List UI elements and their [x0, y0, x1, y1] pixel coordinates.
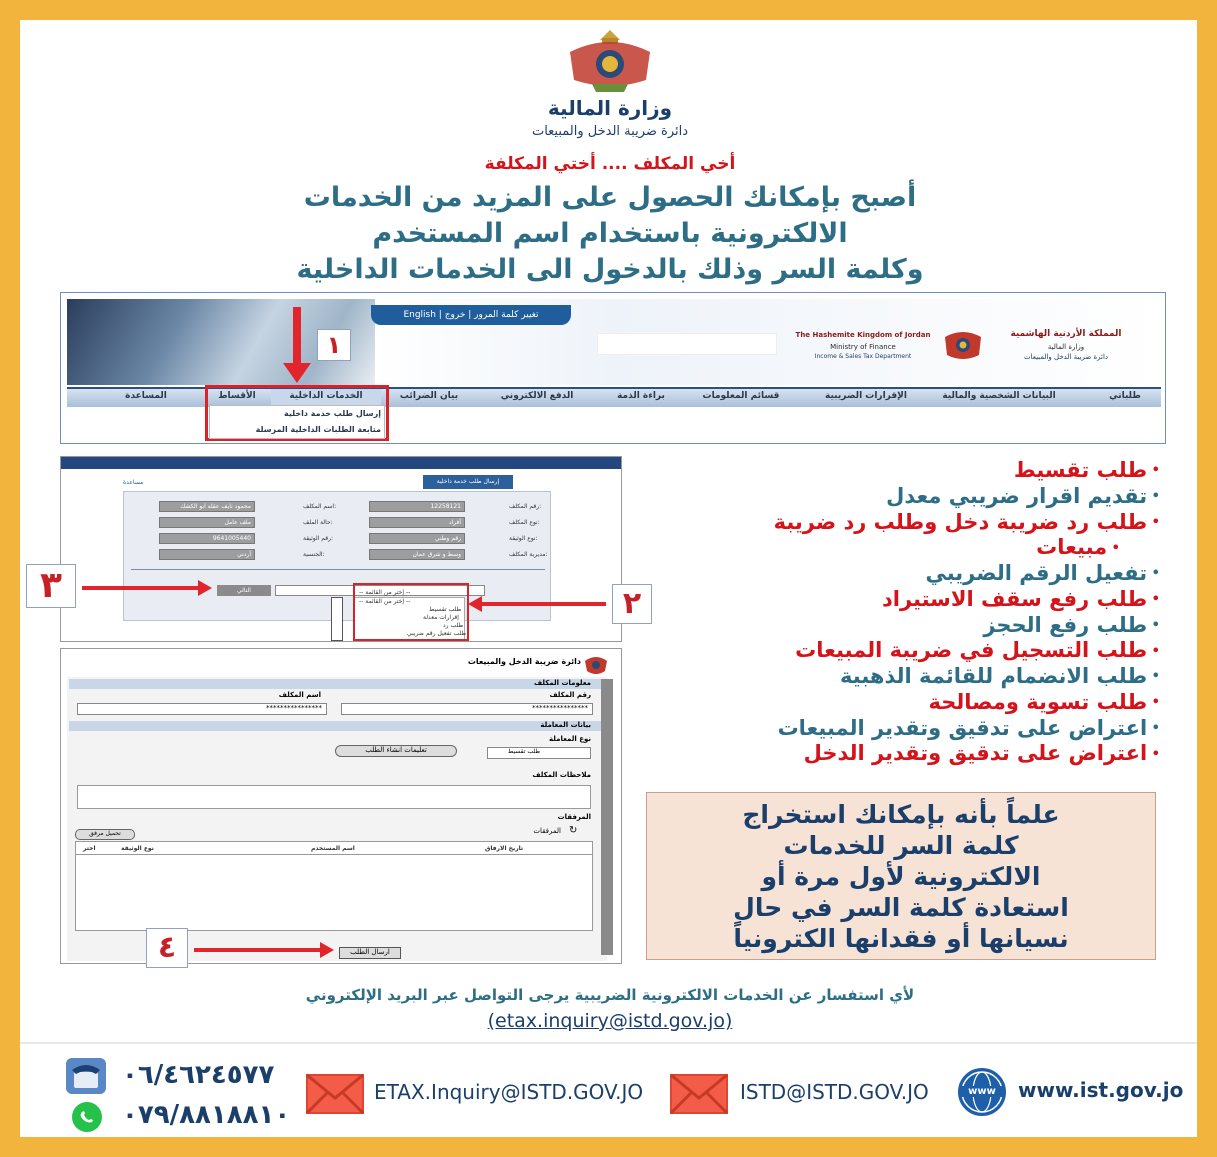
label-directorate: مديرية المكلف: — [509, 551, 548, 558]
step-3-arrow — [82, 586, 200, 590]
service-item: • طلب رد ضريبة دخل وطلب رد ضريبة — [640, 510, 1160, 536]
label-taxpayer-name: اسم المكلف: — [303, 503, 337, 510]
services-list — [640, 458, 1160, 767]
email-icon — [670, 1074, 728, 1118]
form-screenshot — [60, 456, 622, 642]
nav-my-requests[interactable]: طلباتي — [1109, 391, 1141, 401]
note-line-2: كلمة السر للخدمات — [783, 831, 1019, 860]
dropdown-send-request[interactable]: إرسال طلب خدمة داخلية — [284, 409, 381, 418]
request-scrollbar[interactable] — [601, 679, 613, 955]
attachments-label: المرفقات — [557, 813, 591, 821]
email-icon — [306, 1074, 364, 1118]
coat-of-arms-icon — [562, 26, 658, 96]
section-taxpayer-label: معلومات المكلف — [534, 679, 591, 687]
option-amended-returns[interactable]: إقرارات معدلة — [423, 614, 459, 621]
nav-personal-financial[interactable]: البيانات الشخصية والمالية — [942, 391, 1056, 401]
nav-info-vouchers[interactable]: قسائم المعلومات — [702, 391, 780, 401]
inquiry-text: لأي استفسار عن الخدمات الالكترونية الضريبية يرجى التواصل عبر البريد الإلكتروني — [305, 986, 915, 1004]
note-line-3: الالكترونية لأول مرة أو — [761, 862, 1041, 891]
service-item: • طلب رفع سقف الاستيراد — [640, 587, 1160, 613]
portal-ministry-en: Ministry of Finance — [830, 343, 896, 351]
instructions-button[interactable]: تعليمات انشاء الطلب — [335, 745, 457, 757]
select-scrollbar[interactable] — [331, 597, 343, 641]
transaction-type-select[interactable]: طلب تقسيط — [487, 747, 591, 759]
portal-top-links[interactable]: English | تغيير كلمة المرور | خروج — [371, 305, 571, 325]
section-transaction-label: بيانات المعاملة — [540, 721, 591, 729]
value-nationality: أردني — [159, 549, 255, 560]
nav-clearance[interactable]: براءة الذمة — [617, 391, 665, 401]
request-title: دائرة ضريبة الدخل والمبيعات — [467, 657, 581, 666]
dropdown-follow-requests[interactable]: متابعة الطلبات الداخلية المرسلة — [255, 425, 381, 434]
portal-coat-of-arms-icon — [941, 325, 985, 365]
step-2-arrow — [480, 602, 606, 606]
department-name: دائرة ضريبة الدخل والمبيعات — [531, 124, 689, 139]
step-4-arrow — [194, 948, 322, 952]
step-1-badge: ١ — [317, 329, 351, 361]
request-logo-icon — [583, 653, 609, 677]
phone-number[interactable]: ٠٦/٤٦٢٤٥٧٧ — [122, 1060, 275, 1090]
select-highlight — [353, 583, 469, 641]
option-activate-tax-no[interactable]: طلب تفعيل رقم ضريبي — [407, 630, 466, 637]
step-4-badge: ٤ — [146, 928, 188, 968]
website-link[interactable]: www.ist.gov.jo — [1018, 1078, 1184, 1102]
portal-ministry-ar: وزارة المالية — [1047, 343, 1085, 351]
portal-screenshot — [60, 292, 1166, 444]
option-choose-2[interactable]: -- إختر من القائمة -- — [359, 598, 411, 605]
transaction-type-label: نوع المعاملة — [549, 735, 591, 743]
service-item: • طلب تسوية ومصالحة — [640, 690, 1160, 716]
nav-installments[interactable]: الأقساط — [218, 391, 256, 401]
greeting: أخي المكلف .... أختي المكلفة — [484, 154, 736, 174]
step-2-badge: ٢ — [612, 584, 652, 624]
service-item: • طلب الانضمام للقائمة الذهبية — [640, 664, 1160, 690]
note-line-5: نسيانها أو فقدانها الكترونياً — [733, 924, 1069, 953]
service-item: • اعتراض على تدقيق وتقدير الدخل — [640, 741, 1160, 767]
attachments-sub-label: المرفقات — [533, 827, 561, 835]
form-nav-bar — [61, 457, 621, 469]
label-document-type: نوع الوثيقة: — [509, 535, 538, 542]
upload-button[interactable]: تحميل مرفق — [75, 829, 135, 840]
value-document-type: رقم وطني — [369, 533, 465, 544]
nav-tax-returns[interactable]: الإقرارات الضريبية — [825, 391, 907, 401]
nav-help[interactable]: المساعدة — [125, 391, 167, 401]
nav-internal-services[interactable]: الخدمات الداخلية — [271, 389, 381, 407]
value-document-no: 9641005440 — [159, 533, 255, 544]
portal-dept-ar: دائرة ضريبة الدخل والمبيعات — [1023, 353, 1109, 361]
whatsapp-number[interactable]: ٠٧٩/٨٨١٨٨١٠ — [122, 1100, 291, 1130]
form-divider — [131, 569, 545, 570]
value-taxpayer-name: محمود نايف عقله ابو الكشك — [159, 501, 255, 512]
label-taxpayer-no: رقم المكلف: — [509, 503, 542, 510]
nav-tax-statement[interactable]: بيان الضرائب — [399, 391, 459, 401]
note-line-4: استعادة كلمة السر في حال — [733, 893, 1069, 922]
service-item: • تفعيل الرقم الضريبي — [640, 561, 1160, 587]
footer-divider — [20, 1042, 1197, 1044]
etax-email[interactable]: ETAX.Inquiry@ISTD.GOV.JO — [374, 1080, 644, 1104]
service-item: • طلب رفع الحجز — [640, 613, 1160, 639]
value-taxpayer-no: 12258121 — [369, 501, 465, 512]
next-button[interactable]: التالي — [217, 585, 271, 596]
form-tab[interactable]: إرسال طلب خدمة داخلية — [423, 475, 513, 489]
nav-epayment[interactable]: الدفع الالكتروني — [500, 391, 574, 401]
service-item: • اعتراض على تدقيق وتقدير المبيعات — [640, 716, 1160, 742]
headline-line-1: أصبح بإمكانك الحصول على المزيد من الخدمات — [303, 182, 917, 213]
step-3-badge: ٣ — [26, 564, 76, 608]
service-item-continuation: • مبيعات — [640, 535, 1160, 561]
step-1-arrow — [293, 307, 301, 367]
portal-kingdom-en: The Hashemite Kingdom of Jordan — [795, 331, 931, 339]
portal-search-box[interactable] — [597, 333, 777, 355]
headline-line-2: الالكترونية باستخدام اسم المستخدم — [372, 218, 848, 249]
col-doc-type: نوع الوثيقة — [121, 845, 154, 852]
service-item: • طلب التسجيل في ضريبة المبيعات — [640, 638, 1160, 664]
send-request-button[interactable]: ارسال الطلب — [339, 947, 401, 959]
taxpayer-name-label: اسم المكلف — [278, 691, 321, 699]
note-line-1: علماً بأنه بإمكانك استخراج — [742, 800, 1060, 829]
phone-icon — [66, 1058, 106, 1094]
www-label: www — [960, 1086, 1004, 1097]
value-file-status: ملف عامل — [159, 517, 255, 528]
label-document-no: رقم الوثيقة: — [303, 535, 334, 542]
value-directorate: وسط و شرق عمان — [369, 549, 465, 560]
taxpayer-no-label: رقم المكلف — [549, 691, 591, 699]
headline-line-3: وكلمة السر وذلك بالدخول الى الخدمات الداخلية — [296, 254, 924, 285]
label-nationality: الجنسية: — [303, 551, 325, 558]
portal-dept-en: Income & Sales Tax Department — [814, 353, 912, 360]
option-refund[interactable]: طلب رد — [443, 622, 464, 629]
globe-icon — [958, 1068, 1006, 1116]
inquiry-email-link[interactable]: (etax.inquiry@istd.gov.jo) — [487, 1010, 733, 1032]
form-help-link[interactable]: مساعدة — [123, 479, 144, 486]
refresh-icon[interactable]: ↻ — [569, 825, 578, 836]
istd-email[interactable]: ISTD@ISTD.GOV.JO — [740, 1080, 929, 1104]
col-attach-date: تاريخ الارفاق — [485, 845, 524, 852]
taxpayer-name-field: **************** — [77, 703, 327, 715]
notes-label: ملاحظات المكلف — [532, 771, 591, 779]
label-file-status: حالة الملف: — [303, 519, 333, 526]
option-installment[interactable]: طلب تقسيط — [429, 606, 462, 613]
service-item: • تقديم اقرار ضريبي معدل — [640, 484, 1160, 510]
ministry-name: وزارة المالية — [547, 96, 673, 120]
portal-kingdom-ar: المملكة الأردنية الهاشمية — [1010, 329, 1122, 339]
service-item: • طلب تقسيط — [640, 458, 1160, 484]
request-screenshot — [60, 648, 622, 964]
col-select: اختر — [83, 845, 96, 852]
whatsapp-icon — [72, 1102, 102, 1132]
col-username: اسم المستخدم — [311, 845, 355, 852]
label-taxpayer-type: نوع المكلف: — [509, 519, 540, 526]
taxpayer-no-field: **************** — [341, 703, 593, 715]
value-taxpayer-type: أفراد — [369, 517, 465, 528]
step-1-arrow-head — [283, 363, 311, 383]
option-choose[interactable]: -- إختر من القائمة -- — [359, 589, 411, 596]
notes-textarea[interactable] — [77, 785, 591, 809]
password-note-box — [646, 792, 1156, 960]
